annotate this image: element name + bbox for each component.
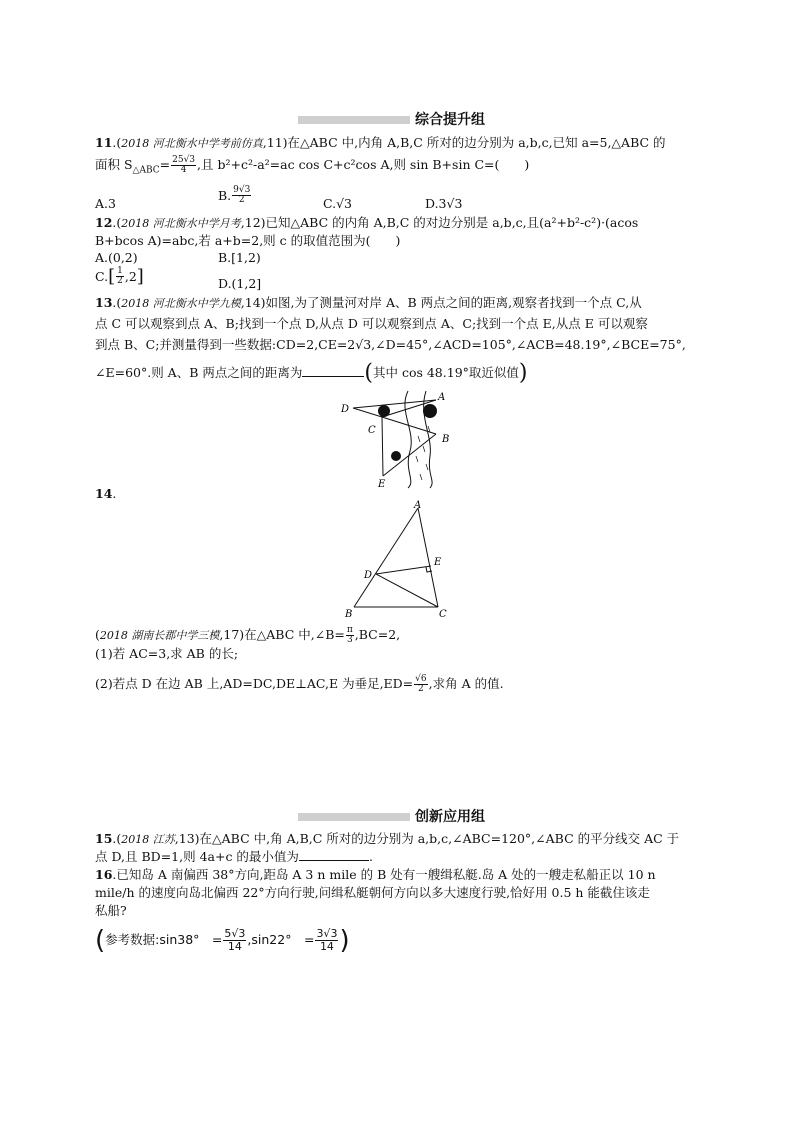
label-B: B: [442, 434, 450, 445]
q13-line2: 点 C 可以观察到点 A、B;找到一个点 D,从点 D 可以观察到点 A、C;找到一个点 E,从点 E 可以观察: [95, 316, 648, 331]
q11-area-fraction: $\frac{25√3}{4}$: [172, 155, 196, 175]
q11-option-b: B. $\frac{9√3}{2}$: [218, 185, 251, 205]
q14-number: 14: [95, 486, 113, 501]
q16-line2: mile/h 的速度向岛北偏西 22°方向行驶,问缉私艇朝何方向以多大速度行驶,恰好用 0.5 h 能截住该走: [95, 885, 650, 900]
q12-option-b: B.[1,2): [218, 250, 261, 265]
q12-option-a: A.(0,2): [95, 250, 138, 265]
label-D: D: [364, 570, 373, 581]
q11-line2: 面积 $S_{\triangle ABC}=$ $\frac{25√3}{4}$ ,且 b²+c²-a²=ac cos C+c²cos A,则 sin B+sin C=( ): [95, 155, 530, 176]
q11-number: 11: [95, 135, 113, 150]
segment-DC: [376, 574, 438, 607]
q13-source: 2018 河北衡水中学九模: [121, 297, 241, 310]
label-C: C: [368, 425, 376, 436]
segment-AB: [354, 508, 418, 607]
section-title-innovation: 创新应用组: [415, 809, 485, 825]
q14-angle-fraction: $\frac{\pi}{3}$: [346, 625, 353, 645]
label-B: B: [345, 609, 353, 620]
q15-line2: 点 D,且 BD=1,则 4a+c 的最小值为 .: [95, 849, 373, 864]
q14-part2: (2)若点 D 在边 AB 上,AD=DC,DE⊥AC,E 为垂足,ED= $\frac{√6}{2}$ ,求角 A 的值.: [95, 674, 504, 694]
q14-ed-fraction: $\frac{√6}{2}$: [415, 674, 427, 694]
segment-DE: [376, 566, 431, 574]
q12-line1: 12.(2018 河北衡水中学月考,12)已知△ABC 的内角 A,B,C 的对边分别是 a,b,c,且(a²+b²-c²)·(acos: [95, 215, 639, 230]
q13-number: 13: [95, 295, 113, 310]
tree-icon: [391, 451, 401, 461]
q11-line1: 11.(2018 河北衡水中学考前仿真,11)在△ABC 中,内角 A,B,C 所对的边分别为 a,b,c,已知 a=5,△ABC 的: [95, 135, 666, 150]
q15-source: 2018 江苏: [121, 833, 175, 846]
label-A: A: [438, 392, 446, 403]
section-bar-1: [298, 116, 410, 124]
q11-option-a: A.3: [95, 196, 116, 211]
q13-answer-blank: [302, 364, 364, 377]
q14-part1: (1)若 AC=3,求 AB 的长;: [95, 646, 239, 661]
q16-number: 16: [95, 867, 113, 882]
river-bank-left: [405, 391, 411, 488]
q13-line4: ∠E=60°.则 A、B 两点之间的距离为 (其中 cos 48.19°取近似值): [95, 360, 528, 386]
tree-icon: [378, 405, 390, 417]
label-A: A: [414, 500, 422, 511]
q13-line1: 13.(2018 河北衡水中学九模,14)如图,为了测量河对岸 A、B 两点之间的距离,观察者找到一个点 C,从: [95, 295, 642, 310]
q13-line3: 到点 B、C;并测量得到一些数据:CD=2,CE=2√3,∠D=45°,∠ACD=105°,∠ACB=48.19°,∠BCE=75°,: [95, 337, 686, 352]
q14-number-line: 14.: [95, 486, 117, 501]
label-C: C: [439, 609, 447, 620]
q16-line1: 16.已知岛 A 南偏西 38°方向,距岛 A 3 n mile 的 B 处有一艘缉私艇.岛 A 处的一艘走私船正以 10 n: [95, 867, 656, 882]
q16-reference-data: (参考数据:sin38° = $\frac{5√3}{14}$ ,sin22° = $\frac{3√3}{14}$ ): [95, 925, 350, 956]
q16-line3: 私船?: [95, 903, 127, 918]
tree-icon: [423, 404, 437, 418]
label-E: E: [434, 557, 442, 568]
q15-line1: 15.(2018 江苏,13)在△ABC 中,角 A,B,C 所对的边分别为 a,b,c,∠ABC=120°,∠ABC 的平分线交 AC 于: [95, 831, 680, 846]
label-D: D: [341, 404, 350, 415]
q11-source: 2018 河北衡水中学考前仿真: [121, 137, 263, 150]
q15-answer-blank: [299, 848, 369, 861]
label-E: E: [378, 479, 386, 490]
q15-number: 15: [95, 831, 113, 846]
section-bar-2: [298, 813, 410, 821]
q14-stem: (2018 湖南长郡中学三模,17)在△ABC 中,∠B= $\frac{\pi}{3}$ ,BC=2,: [95, 625, 401, 645]
q12-number: 12: [95, 215, 113, 230]
q12-line2: B+bcos A)=abc,若 a+b=2,则 c 的取值范围为( ): [95, 233, 401, 248]
q11-option-d: D.3√3: [425, 196, 463, 211]
section-title-comprehensive: 综合提升组: [415, 112, 485, 128]
q13-river-figure: [338, 386, 463, 491]
right-angle-mark: [426, 567, 432, 572]
q12-source: 2018 河北衡水中学月考: [121, 217, 241, 230]
q12-option-c: C.[ $\frac{1}{2}$ ,2]: [95, 266, 144, 287]
segment-CE: [382, 417, 383, 476]
q14-triangle-figure: [342, 500, 454, 622]
q14-source: 2018 湖南长郡中学三模: [99, 629, 220, 642]
segment-DC: [353, 408, 382, 417]
q12-option-d: D.(1,2]: [218, 276, 262, 291]
q11-option-c: C.√3: [323, 196, 353, 211]
